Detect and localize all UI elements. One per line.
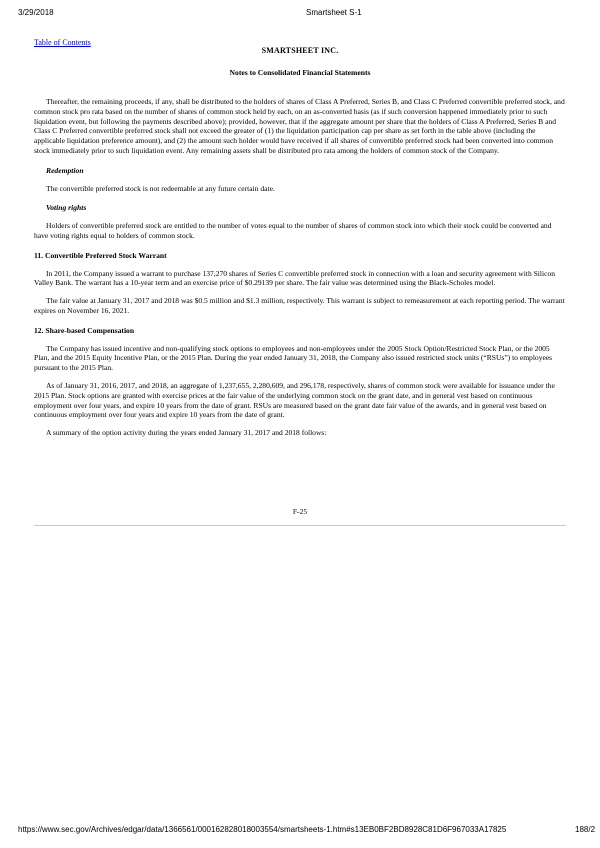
section-12-heading: 12. Share-based Compensation [34,325,135,335]
warrant-paragraph-2: The fair value at January 31, 2017 and 2018 was $0.5 million and $1.3 million, respectively. This warrant is subject to remeasurement at each reporting period. The warrant expires on November 16, 2021. [34,296,565,315]
share-comp-paragraph-2: As of January 31, 2016, 2017, and 2018, an aggregate of 1,237,655, 2,280,609, and 296,178, respectively, shares of common stock were available for issuance under the 2015 Plan. Stock options are granted with exercise prices at the fair value of the underlying common stock on the grant date, and in general vest based on continuous employment over four years, and expire 10 years from the date of grant. RSUs are measured based on the grant date fair value of the awards, and in general vest based on continuous employment over four years and expire 10 years from the date of grant. [34,380,555,420]
print-page-count: 188/2 [575,825,596,834]
warrant-paragraph-1: In 2011, the Company issued a warrant to purchase 137,270 shares of Series C convertible preferred stock in connection with a loan and security agreement with Silicon Valley Bank. The warrant has a 10-year term and an exercise price of $0.29139 per share. The fair value was determined using the Black-Scholes model. [34,268,555,288]
company-name: SMARTSHEET INC. [261,46,339,55]
share-comp-paragraph-1: The Company has issued incentive and non-qualifying stock options to employees and non-employees under the 2005 Stock Option/Restricted Stock Plan, or the 2005 Plan, and the 2015 Equity Incentive Plan, or the 2015 Plan. During the year ended January 31, 2018, the Company also issued restricted stock units (“RSUs”) to employees pursuant to the 2015 Plan. [34,343,553,373]
voting-rights-paragraph: Holders of convertible preferred stock are entitled to the number of votes equal to the number of shares of common stock into which their stock could be converted and have voting rights equal to holders of common stock. [34,221,552,240]
section-11-heading: 11. Convertible Preferred Stock Warrant [34,250,167,260]
table-of-contents-link[interactable]: Table of Contents [34,38,91,47]
print-url: https://www.sec.gov/Archives/edgar/data/1366561/000162828018003554/smartsheets-1.htm#s13EB0BF2BD8928C81D6F967033A17825 [18,825,507,834]
share-comp-paragraph-3: A summary of the option activity during the years ended January 31, 2017 and 2018 follows: [46,428,327,438]
notes-title: Notes to Consolidated Financial Statements [229,68,371,77]
print-date: 3/29/2018 [18,8,54,17]
print-doc-title: Smartsheet S-1 [306,8,362,17]
voting-rights-heading: Voting rights [46,203,87,213]
liquidation-paragraph: Thereafter, the remaining proceeds, if any, shall be distributed to the holders of shares of Class A Preferred, Series B, and Class C Preferred convertible preferred stock, and common stock pro rata based on the number of shares of common stock held by each, on an as-converted basis (as if such conversion happened immediately prior to such liquidation event, but following the payments described above); provided, however, that if the aggregate amount per share that the holders of Class A Preferred, Series B and Class C Preferred convertible preferred stock shall not exceed the greater of (1) the liquidation participation cap per share as set forth in the table above (including the applicable liquidation preference amount), and (2) the amount such holder would have received if all shares of convertible preferred stock had been converted into common stock immediately prior to such liquidation event. Any remaining assets shall be distributed pro rata among the holders of common stock of the Company. [34,97,565,155]
redemption-paragraph: The convertible preferred stock is not redeemable at any future certain date. [46,183,275,193]
document-body [34,97,566,438]
page-divider [34,525,566,526]
page-number: F-25 [292,507,308,516]
redemption-heading: Redemption [46,165,84,175]
